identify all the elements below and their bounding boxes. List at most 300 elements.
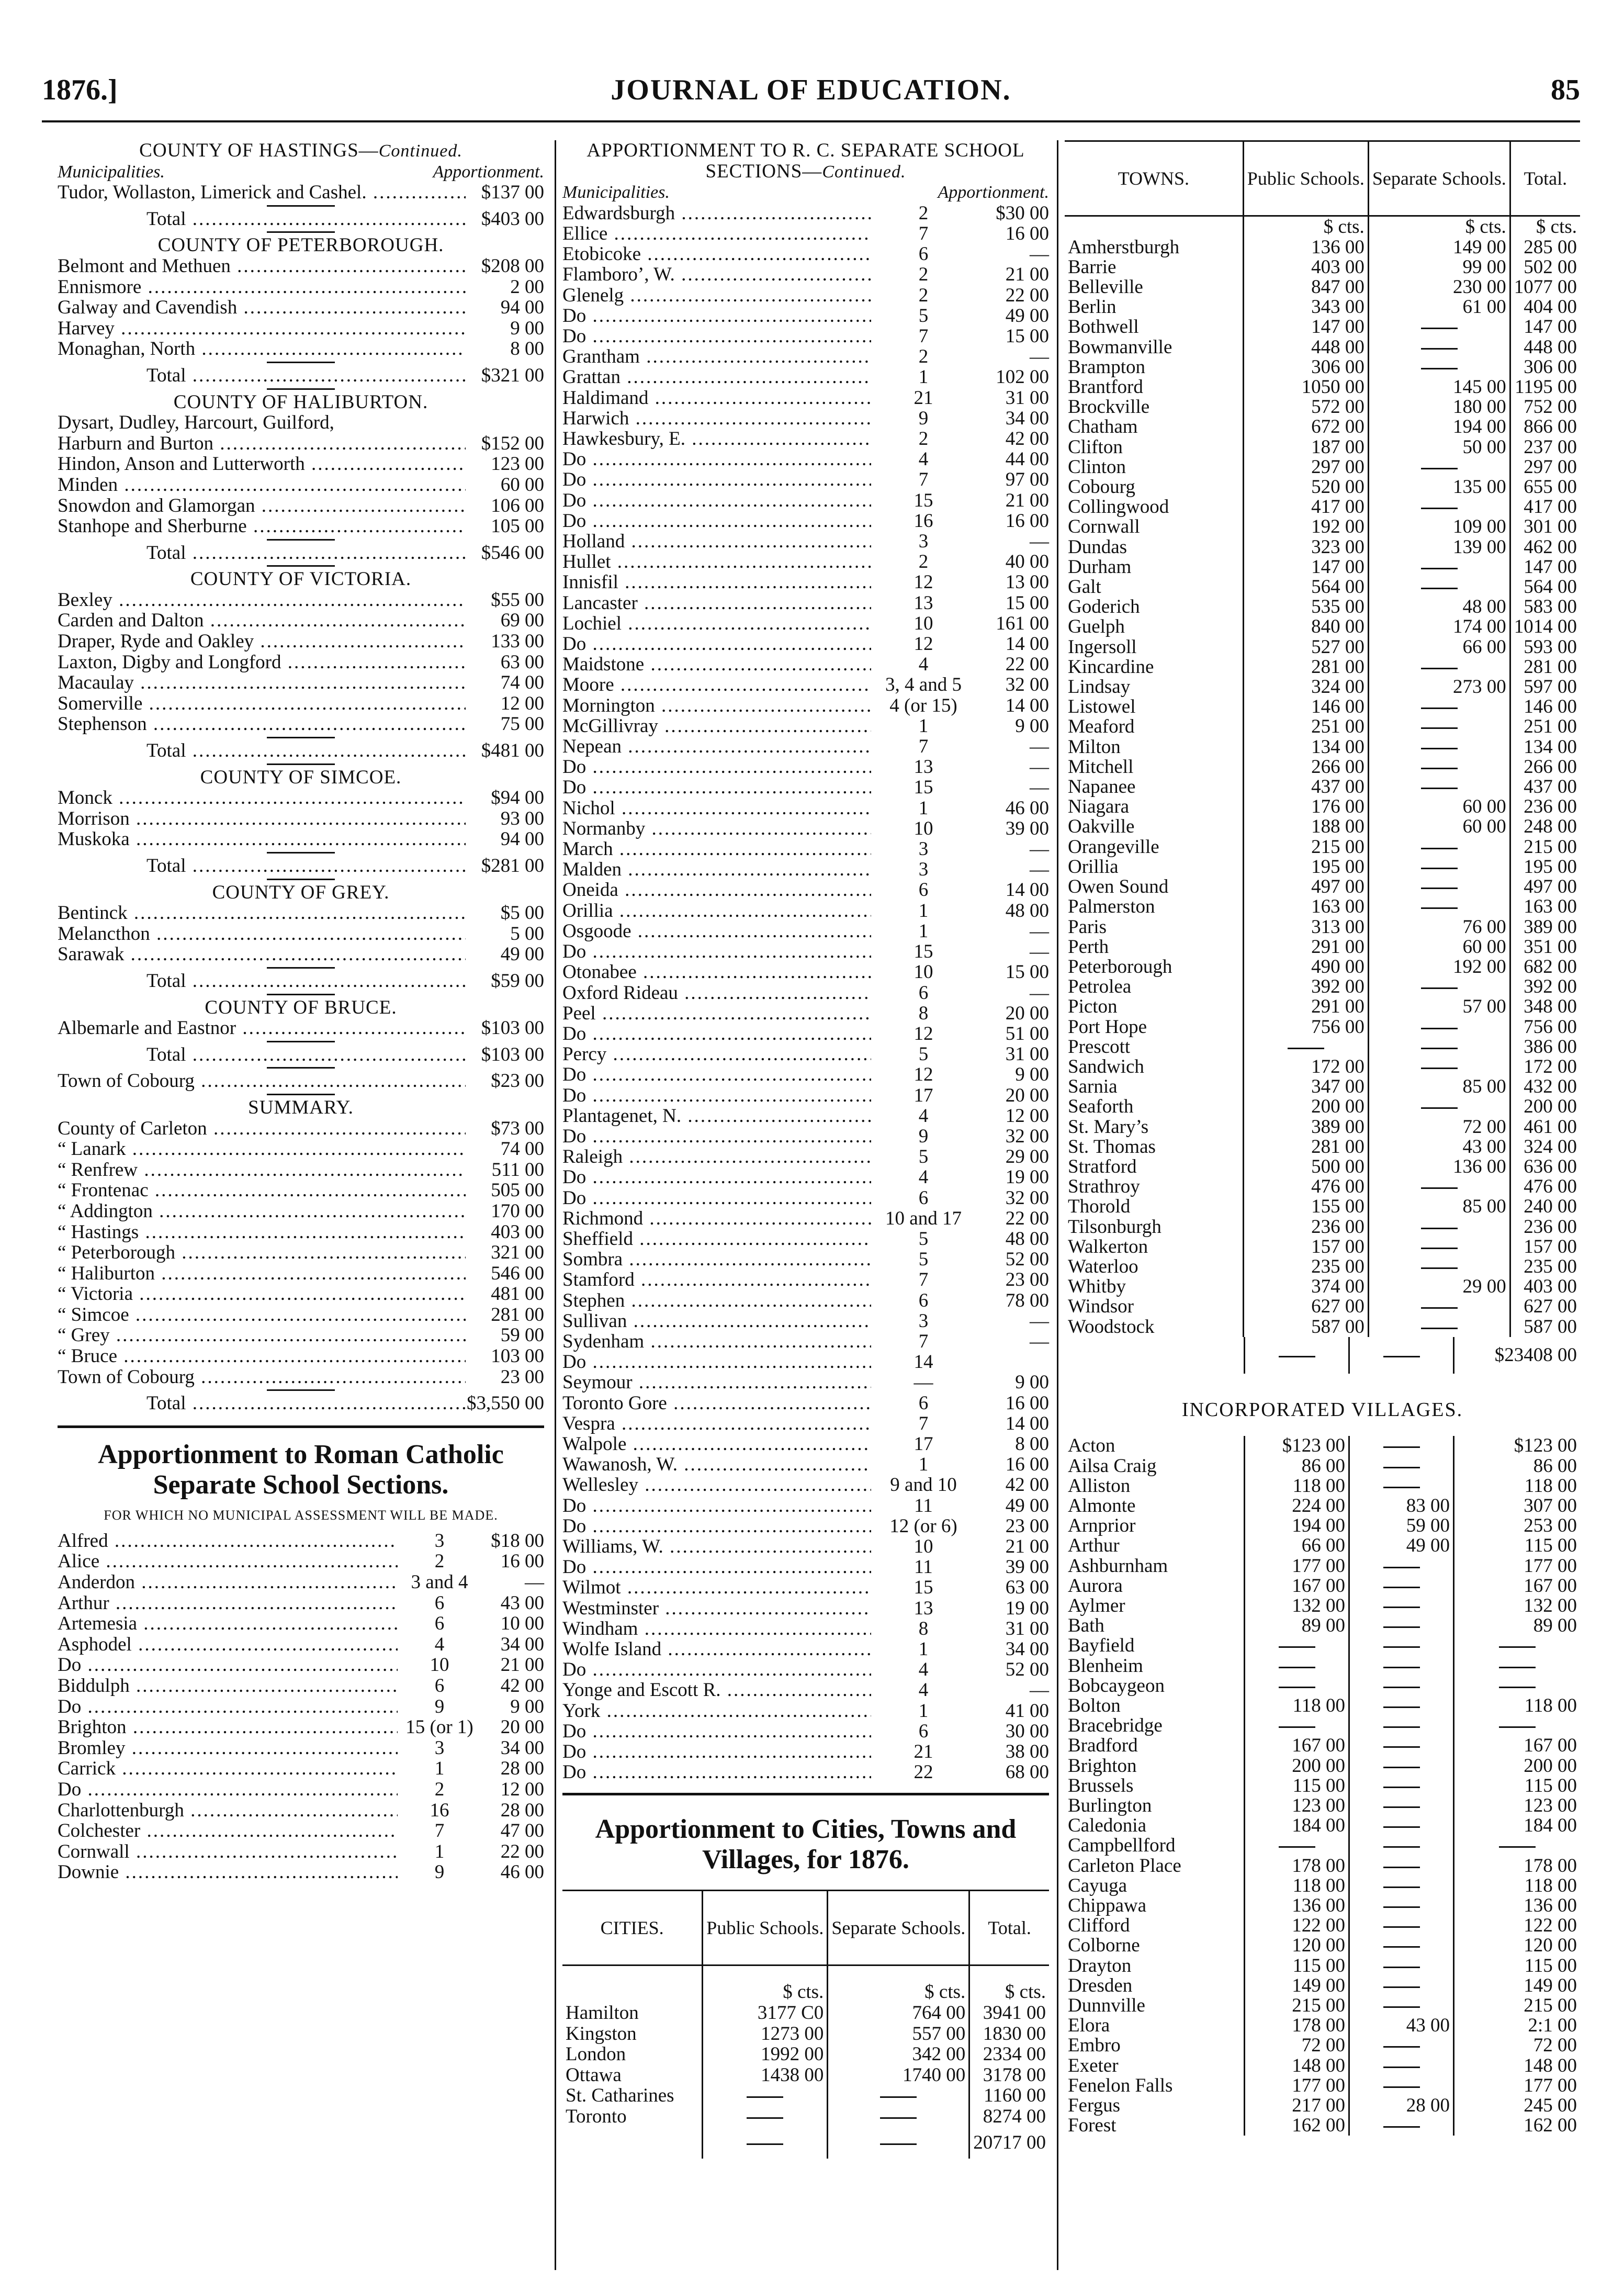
town-value: 476 00 — [1243, 1177, 1368, 1197]
municipality-name: Melancthon ..... — [58, 924, 466, 945]
municipality-name: “ Peterborough ..... — [58, 1242, 466, 1263]
dash-mark — [1383, 1446, 1420, 1448]
apportionment-value: 133 00 — [491, 631, 544, 653]
town-name: Bradford — [1065, 1736, 1245, 1756]
apportionment-value: 15 00 — [1005, 592, 1049, 614]
dash-mark — [1279, 1646, 1315, 1648]
column-rc-separate — [562, 140, 1049, 2159]
town-name: Paris — [1065, 917, 1243, 937]
town-value: 230 00 — [1368, 277, 1510, 297]
total-label: Total ..... — [146, 856, 466, 877]
town-value: 266 00 — [1524, 756, 1577, 778]
dash-mark — [1383, 1567, 1420, 1568]
municipality-name: Grantham ..... — [562, 346, 871, 367]
section-number: 3 — [918, 531, 929, 553]
town-value: 86 00 — [1245, 1456, 1349, 1476]
apportionment-value: 170 00 — [491, 1200, 544, 1222]
town-value: 66 00 — [1245, 1536, 1349, 1556]
municipality-name: York ..... — [562, 1701, 871, 1721]
dash-mark — [1383, 1826, 1420, 1828]
town-value — [1349, 1756, 1454, 1776]
section-number: 16 — [914, 510, 933, 532]
town-name: Clifford — [1065, 1916, 1245, 1936]
municipality-name: Innisfil ..... — [562, 572, 871, 592]
dash-mark — [1383, 1467, 1420, 1468]
page-number: 85 — [1551, 74, 1580, 106]
town-name: Almonte — [1065, 1496, 1245, 1516]
county-heading: COUNTY OF SIMCOE. — [200, 766, 402, 788]
table-row — [1065, 797, 1580, 817]
towns-total-row — [1065, 1337, 1580, 1374]
table-row — [562, 2003, 1049, 2024]
town-name: Acton — [1065, 1436, 1245, 1456]
town-value: 200 00 — [1245, 1756, 1349, 1776]
town-value: 307 00 — [1524, 1495, 1577, 1517]
municipality-name: Do ..... — [562, 757, 871, 777]
town-value: 348 00 — [1524, 996, 1577, 1018]
table-row — [562, 859, 1049, 880]
dash-mark — [1421, 748, 1458, 749]
town-value — [1368, 1037, 1510, 1057]
table-row — [562, 1413, 1049, 1434]
town-value — [1349, 1696, 1454, 1716]
table-row — [1065, 1436, 1580, 1456]
villages-heading: INCORPORATED VILLAGES. — [1181, 1398, 1463, 1421]
dash-mark — [1421, 328, 1458, 329]
municipality-name: Cornwall ..... — [58, 1841, 398, 1862]
section-number: 10 and 17 — [885, 1207, 962, 1229]
town-value: 1014 00 — [1514, 616, 1577, 638]
town-value: 253 00 — [1524, 1515, 1577, 1537]
apportionment-value: 16 00 — [500, 1551, 544, 1573]
town-value: 476 00 — [1524, 1176, 1577, 1198]
cities-header-row — [562, 1891, 1049, 1965]
dash-mark — [1499, 1846, 1536, 1848]
journal-title: JOURNAL OF EDUCATION. — [611, 74, 1011, 106]
section-rule — [267, 231, 335, 233]
table-row — [562, 818, 1049, 839]
municipality-name: Ennismore ..... — [58, 277, 466, 298]
apportionment-value: 30 00 — [1005, 1720, 1049, 1742]
town-value: 157 00 — [1243, 1237, 1368, 1257]
town-value: 866 00 — [1524, 416, 1577, 438]
municipality-name: “ Hastings ..... — [58, 1222, 466, 1243]
dash-mark — [1383, 1587, 1420, 1588]
municipality-name: Galway and Cavendish ..... — [58, 297, 466, 318]
dash-mark — [1421, 1187, 1458, 1189]
town-value — [1368, 1097, 1510, 1117]
municipality-name: Harwich ..... — [562, 408, 871, 429]
dash-mark — [747, 2143, 783, 2145]
table-row — [58, 610, 544, 631]
town-value: 306 00 — [1243, 357, 1368, 377]
table-row — [562, 1208, 1049, 1229]
town-value: 109 00 — [1368, 517, 1510, 537]
municipality-name: Arthur ..... — [58, 1593, 398, 1614]
table-row — [58, 454, 544, 475]
table-row — [562, 1701, 1049, 1721]
dash-mark — [1383, 1806, 1420, 1808]
town-name: Owen Sound — [1065, 877, 1243, 897]
municipality-name: Laxton, Digby and Longford ..... — [58, 652, 466, 673]
town-name: Drayton — [1065, 1956, 1245, 1976]
town-value: 195 00 — [1243, 857, 1368, 877]
town-name: Alliston — [1065, 1476, 1245, 1496]
apportionment-value: 12 00 — [500, 1778, 544, 1800]
table-row — [562, 736, 1049, 757]
total-label: Total ..... — [146, 1044, 466, 1065]
town-value: 587 00 — [1243, 1317, 1368, 1337]
town-value — [1245, 1716, 1349, 1736]
table-row — [58, 1821, 544, 1841]
town-value: 167 00 — [1245, 1736, 1349, 1756]
table-row — [1065, 1137, 1580, 1157]
town-value — [1349, 1936, 1454, 1956]
town-value: 72 00 — [1245, 2036, 1349, 2056]
town-value: 28 00 — [1349, 2096, 1454, 2116]
section-number: 16 — [430, 1799, 449, 1821]
apportionment-value: 28 00 — [500, 1799, 544, 1821]
cities-towns-villages-heading: Apportionment to Cities, Towns and Villages, for 1876. — [595, 1814, 1017, 1875]
towns-column-header: TOWNS. — [1065, 141, 1243, 216]
apportionment-value: 49 00 — [1005, 1495, 1049, 1517]
town-value: 115 00 — [1524, 1955, 1577, 1976]
county-heading-continued: Continued. — [378, 141, 463, 161]
public-schools-header: Public Schools. — [703, 1891, 828, 1965]
table-row — [58, 1367, 544, 1388]
section-rule-thick — [58, 1425, 544, 1428]
municipality-name: Hindon, Anson and Lutterworth ..... — [58, 454, 466, 475]
table-row — [1065, 557, 1580, 577]
apportionment-value: $55 00 — [491, 589, 544, 611]
town-name: Brussels — [1065, 1776, 1245, 1796]
section-number: 12 — [914, 571, 933, 593]
dash-mark — [747, 2096, 783, 2098]
table-row — [562, 1577, 1049, 1598]
municipality-name: Grattan ..... — [562, 367, 871, 387]
table-row — [1065, 1317, 1580, 1337]
section-number: 3 and 4 — [411, 1571, 468, 1593]
town-name: Strathroy — [1065, 1177, 1243, 1197]
municipality-name: Dysart, Dudley, Harcourt, Guilford, — [58, 412, 334, 433]
table-row — [1065, 897, 1580, 917]
table-row — [58, 256, 544, 277]
town-name: Palmerston — [1065, 897, 1243, 917]
town-value: 49 00 — [1349, 1536, 1454, 1556]
municipality-name: Do ..... — [562, 326, 871, 346]
spacer — [1065, 1420, 1580, 1436]
apportionment-value: 48 00 — [1005, 900, 1049, 922]
section-number: 4 — [918, 1679, 929, 1701]
municipality-name: Muskoka ..... — [58, 829, 466, 850]
table-row — [1065, 997, 1580, 1017]
town-value: 672 00 — [1243, 417, 1368, 437]
municipality-name: Normanby ..... — [562, 818, 871, 839]
blank-cell — [703, 2127, 828, 2159]
section-number: 15 — [914, 489, 933, 511]
dash-mark — [1383, 1906, 1420, 1908]
table-row — [562, 2024, 1049, 2045]
municipality-name: Carrick ..... — [58, 1758, 398, 1779]
apportionment-value: 9 00 — [510, 317, 544, 339]
dash-mark — [1421, 707, 1458, 709]
table-row — [562, 1598, 1049, 1619]
dash-mark — [1383, 2086, 1420, 2088]
table-row — [562, 1536, 1049, 1557]
town-value: 146 00 — [1524, 696, 1577, 718]
apportionment-value: 22 00 — [1005, 654, 1049, 676]
town-value: 147 00 — [1243, 317, 1368, 337]
table-row — [1065, 697, 1580, 717]
town-value: 43 00 — [1349, 2016, 1454, 2036]
table-row — [1065, 977, 1580, 997]
town-value — [1454, 1636, 1581, 1656]
town-value: 236 00 — [1524, 1216, 1577, 1238]
town-value — [1368, 1017, 1510, 1037]
blank-cell — [1349, 1337, 1454, 1374]
town-value: 167 00 — [1524, 1735, 1577, 1757]
table-row — [1065, 877, 1580, 897]
table-row — [1065, 1476, 1580, 1496]
section-rule — [267, 1389, 335, 1391]
municipality-name: Percy ..... — [562, 1044, 871, 1064]
table-row — [562, 490, 1049, 511]
section-number: 3 — [918, 838, 929, 860]
dash-mark — [747, 2117, 783, 2119]
apportionment-value: 2 00 — [510, 276, 544, 298]
municipality-name: Do ..... — [562, 449, 871, 469]
table-row — [1065, 957, 1580, 977]
apportionment-value: — — [1030, 941, 1049, 963]
section-rule — [267, 205, 335, 207]
municipality-name: “ Bruce ..... — [58, 1346, 466, 1367]
table-row — [562, 367, 1049, 387]
section-number: — — [914, 1372, 933, 1394]
total-row — [58, 1044, 544, 1065]
cities-total-value: 20717 00 — [973, 2131, 1046, 2153]
town-value: 118 00 — [1245, 1876, 1349, 1896]
table-row — [1065, 1037, 1580, 1057]
table-row — [562, 1352, 1049, 1372]
table-row — [1065, 1676, 1580, 1696]
table-row — [1065, 1856, 1580, 1876]
town-name: Prescott — [1065, 1037, 1243, 1057]
dash-mark — [1383, 1967, 1420, 1968]
apportionment-value: 52 00 — [1005, 1249, 1049, 1271]
municipality-name: Wellesley ..... — [562, 1475, 871, 1495]
total-header: Total. — [969, 1891, 1049, 1965]
town-value — [1368, 557, 1510, 577]
towns-table — [1065, 140, 1580, 1337]
town-name: Peterborough — [1065, 957, 1243, 977]
town-value: 251 00 — [1524, 716, 1577, 738]
apportionment-value: 103 00 — [491, 1345, 544, 1367]
municipality-name: Nichol ..... — [562, 798, 871, 818]
total-value: $3,550 00 — [467, 1392, 544, 1414]
town-value — [1368, 1057, 1510, 1077]
municipality-name: Wolfe Island ..... — [562, 1639, 871, 1659]
county-heading: COUNTY OF BRUCE. — [205, 996, 397, 1018]
total-value: $481 00 — [481, 740, 544, 762]
municipality-name: Raleigh ..... — [562, 1147, 871, 1167]
table-row — [1065, 397, 1580, 417]
county-heading: COUNTY OF HASTINGS—Continued. — [139, 140, 463, 161]
town-value: 627 00 — [1524, 1296, 1577, 1318]
section-number: 7 — [918, 325, 929, 347]
town-value — [1368, 657, 1510, 677]
apportionment-value: 16 00 — [1005, 1454, 1049, 1476]
town-value: 149 00 — [1245, 1976, 1349, 1996]
town-value: 215 00 — [1524, 836, 1577, 858]
section-rule — [267, 565, 335, 567]
town-value — [1349, 1636, 1454, 1656]
municipalities-label: Municipalities. — [58, 162, 165, 182]
section-number: 15 — [914, 1577, 933, 1599]
municipality-name: Charlottenburgh ..... — [58, 1800, 398, 1821]
town-value — [1349, 2056, 1454, 2076]
spacer — [562, 1875, 1049, 1890]
table-row — [1065, 357, 1580, 377]
town-value — [1349, 1776, 1454, 1796]
town-value: 301 00 — [1524, 516, 1577, 538]
town-value — [1368, 1317, 1510, 1337]
town-value: 240 00 — [1524, 1196, 1577, 1218]
town-value: 291 00 — [1243, 937, 1368, 957]
page-header — [42, 73, 1580, 115]
table-row — [58, 1242, 544, 1263]
table-row — [562, 1249, 1049, 1270]
town-value: 184 00 — [1524, 1815, 1577, 1837]
apportionment-value: 93 00 — [500, 807, 544, 829]
table-row — [1065, 577, 1580, 597]
town-name: Chatham — [1065, 417, 1243, 437]
section-number: 17 — [914, 1433, 933, 1455]
apportionment-value: 32 00 — [1005, 674, 1049, 696]
table-row — [1065, 917, 1580, 937]
dash-mark — [1421, 1048, 1458, 1049]
municipality-name: Do ..... — [562, 1496, 871, 1516]
town-value: 583 00 — [1524, 596, 1577, 618]
dash-mark — [1383, 1767, 1420, 1768]
town-value: 437 00 — [1243, 777, 1368, 797]
town-value: 86 00 — [1533, 1455, 1577, 1477]
town-value: 497 00 — [1243, 877, 1368, 897]
town-name: Meaford — [1065, 717, 1243, 737]
town-value: 752 00 — [1524, 396, 1577, 418]
town-value: 120 00 — [1524, 1935, 1577, 1957]
municipality-name: Yonge and Escott R. ..... — [562, 1680, 871, 1700]
table-row — [562, 388, 1049, 408]
apportionment-value: $152 00 — [481, 432, 544, 454]
table-row — [1065, 417, 1580, 437]
town-value — [1349, 1736, 1454, 1756]
city-value: 8274 00 — [983, 2105, 1046, 2127]
town-name: Stratford — [1065, 1157, 1243, 1177]
town-value: 162 00 — [1245, 2116, 1349, 2136]
table-row — [1065, 1117, 1580, 1137]
town-value — [1349, 1616, 1454, 1636]
town-value: 343 00 — [1243, 297, 1368, 317]
table-row — [1065, 857, 1580, 877]
town-name: Petrolea — [1065, 977, 1243, 997]
county-heading: COUNTY OF PETERBOROUGH. — [157, 234, 444, 256]
table-row — [58, 788, 544, 808]
dash-mark — [1421, 668, 1458, 669]
municipality-name: Lochiel ..... — [562, 613, 871, 634]
section-number: 1 — [918, 797, 929, 819]
municipality-name: Holland ..... — [562, 531, 871, 552]
table-row — [58, 1139, 544, 1160]
section-number: 1 — [918, 1454, 929, 1476]
town-value: 115 00 — [1245, 1776, 1349, 1796]
section-number: 6 — [918, 1392, 929, 1414]
town-name: Thorold — [1065, 1197, 1243, 1217]
town-value: 200 00 — [1524, 1755, 1577, 1777]
total-label: Total ..... — [146, 740, 466, 761]
municipality-name: Artemesia ..... — [58, 1613, 398, 1634]
section-number: 9 and 10 — [890, 1474, 957, 1496]
blank-cell — [562, 1965, 703, 2003]
apportionment-value: 63 00 — [500, 651, 544, 673]
city-value — [703, 2085, 828, 2106]
section-number: 13 — [914, 1597, 933, 1619]
town-value: 351 00 — [1524, 936, 1577, 958]
table-row — [58, 1201, 544, 1222]
town-value: 148 00 — [1524, 2054, 1577, 2076]
municipality-name: Bexley ..... — [58, 590, 466, 611]
table-row — [562, 203, 1049, 223]
town-value: 281 00 — [1524, 656, 1577, 678]
apportionment-value: 97 00 — [1005, 469, 1049, 491]
city-value: 1740 00 — [828, 2065, 969, 2086]
town-value: 145 00 — [1368, 377, 1510, 397]
city-value: 557 00 — [828, 2024, 969, 2045]
town-value: 462 00 — [1524, 536, 1577, 558]
city-value: 1438 00 — [703, 2065, 828, 2086]
total-row — [58, 971, 544, 992]
table-row — [1065, 1956, 1580, 1976]
section-rule — [267, 879, 335, 880]
table-row — [58, 693, 544, 714]
municipality-name: Monck ..... — [58, 788, 466, 808]
table-row — [562, 634, 1049, 654]
section-number: 1 — [434, 1758, 445, 1780]
total-value: $403 00 — [481, 208, 544, 230]
municipality-name: Stephen ..... — [562, 1290, 871, 1311]
town-value: 682 00 — [1524, 956, 1577, 978]
town-value — [1368, 577, 1510, 597]
section-number: 8 — [918, 1618, 929, 1639]
apportionment-value: 19 00 — [1005, 1597, 1049, 1619]
municipality-name: Harvey ..... — [58, 318, 466, 339]
section-number: 12 — [914, 1023, 933, 1044]
town-value: 520 00 — [1243, 477, 1368, 497]
municipality-name: Walpole ..... — [562, 1434, 871, 1454]
apportionment-value: 51 00 — [1005, 1023, 1049, 1044]
table-row — [1065, 1716, 1580, 1736]
table-row — [562, 962, 1049, 982]
spacer — [58, 1431, 544, 1440]
total-value: $281 00 — [481, 855, 544, 877]
town-value — [1245, 1836, 1349, 1856]
spacer — [562, 1799, 1049, 1814]
total-value: $321 00 — [481, 364, 544, 386]
villages-table — [1065, 1436, 1580, 2136]
apportionment-value: 42 00 — [1005, 428, 1049, 450]
town-name: Kincardine — [1065, 657, 1243, 677]
section-number: 3, 4 and 5 — [885, 674, 962, 696]
town-value: 756 00 — [1524, 1016, 1577, 1038]
